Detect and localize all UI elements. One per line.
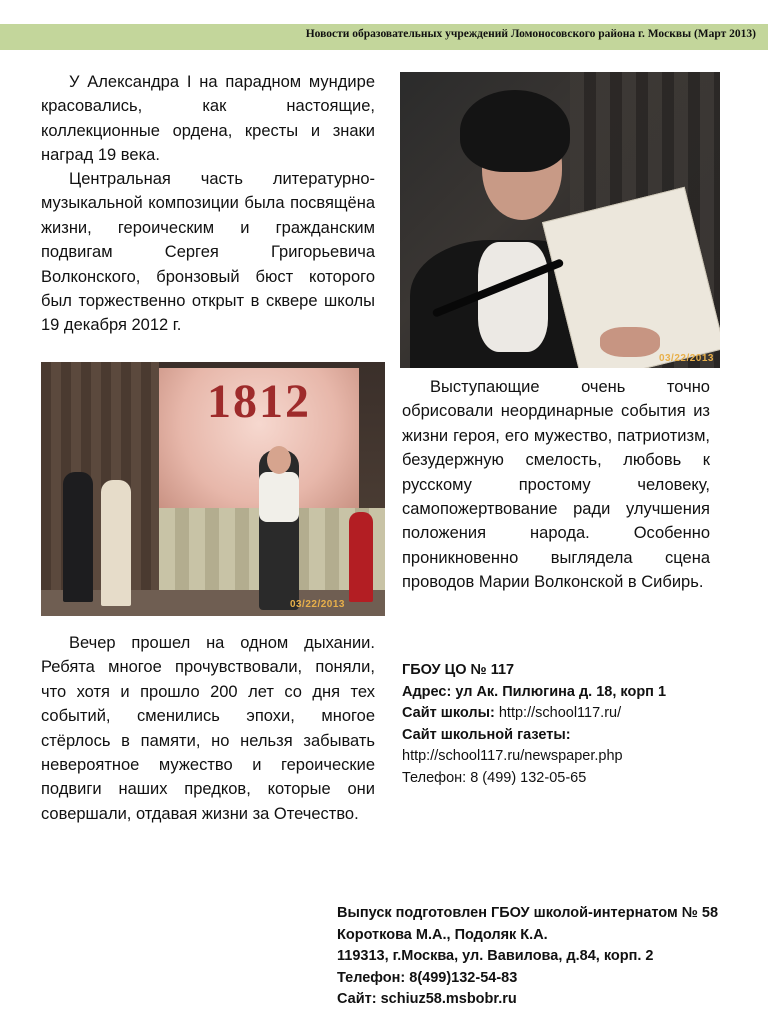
school-phone: Телефон: 8 (499) 132-05-65 — [402, 769, 587, 786]
speaker-photo — [400, 72, 720, 368]
paragraph-composition: Центральная часть литературно-музыкальной композиции была посвящёна жизни, героическим и гражданским подвигам Сергея Григорьевича Волконского, бронзовый бюст которого был торжественно открыт в сквере школы 19 декабря 2012 г. — [41, 170, 375, 335]
performer-shirt — [259, 472, 299, 522]
performer-figure — [101, 480, 131, 606]
speaker-blouse — [478, 242, 548, 352]
photo-date-stamp: 03/22/2013 — [289, 599, 345, 610]
speaker-hand — [600, 327, 660, 357]
screen-year-text: 1812 — [207, 375, 311, 428]
paragraph-evening: Вечер прошел на одном дыхании. Ребята многое прочувствовали, поняли, что хотя и прошло 200 лет со дня тех событий, сменились эпохи, многое стёрлось в памяти, но нельзя забывать невероятное мужество и героические подвиги наших предков, которые они совершали, отдавая жизни за Отечество. — [41, 634, 375, 823]
stage-photo — [41, 362, 385, 616]
paragraph-alexander: У Александра I на парадном мундире красовались, как настоящие, коллекционные ордена, кресты и знаки наград 19 века. — [41, 73, 375, 165]
school-site-label: Сайт школы: — [402, 705, 495, 721]
newspaper-site-link[interactable]: http://school117.ru/newspaper.php — [402, 748, 623, 764]
header-bar — [0, 24, 768, 50]
school-site-link[interactable]: http://school117.ru/ — [498, 705, 622, 721]
stage-curtain — [41, 362, 159, 616]
school-name: ГБОУ ЦО № 117 — [402, 662, 515, 678]
school-address: Адрес: ул Ак. Пилюгина д. 18, корп 1 — [402, 683, 667, 700]
credits-line-publisher: Выпуск подготовлен ГБОУ школой-интернатом № 58 — [337, 905, 719, 921]
school-info — [402, 660, 666, 789]
performer-head — [267, 446, 291, 474]
credits-line-site: Сайт: schiuz58.msbobr.ru — [337, 991, 517, 1007]
performer-figure — [349, 512, 373, 602]
photo-date-stamp: 03/22/2013 — [658, 353, 714, 364]
credits-line-address: 119313, г.Москва, ул. Вавилова, д.84, корп. 2 — [337, 948, 654, 964]
credits-line-phone: Телефон: 8(499)132-54-83 — [337, 969, 518, 986]
issue-credits — [337, 903, 718, 1011]
credits-line-authors: Короткова М.А., Подоляк К.А. — [337, 926, 548, 943]
speaker-hair — [460, 90, 570, 172]
performer-figure — [63, 472, 93, 602]
newsletter-title: Новости образовательных учреждений Ломоносовского района г. Москвы (Март 2013) — [305, 28, 756, 40]
newspaper-site-label: Сайт школьной газеты: — [402, 726, 571, 743]
paragraph-speakers: Выступающие очень точно обрисовали неординарные события из жизни героя, его мужество, патриотизм, безудержную смелость, любовь к русскому простому человеку, самопожертвование ради улучшения положения народа. Особенно проникновенно выглядела сцена проводов Марии Волконской в Сибирь. — [402, 378, 710, 592]
